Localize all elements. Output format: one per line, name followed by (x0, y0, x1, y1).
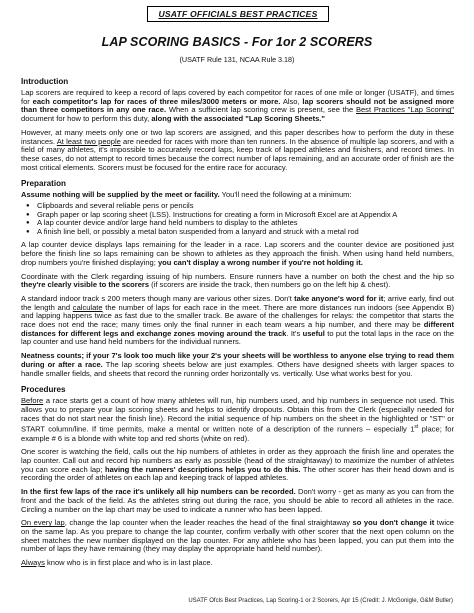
intro-paragraph-1: Lap scorers are required to keep a record of laps covered by each competitor for races of one mile or longer (USATF), and times for each competitor's lap for races of three miles/3000 meters or more. Also, lap scorers should not be assigned more than three competitors in any one race. When a sufficient lap scoring crew is present, see the Best Practices "Lap Scoring" document for how to perform this duty, along with the associated "Lap Scoring Sheets." (21, 88, 454, 124)
prep-paragraph-2: Coordinate with the Clerk regarding issuing of hip numbers. Ensure runners have a number on both the chest and the hip so they're clearly visible to the scorers (if scorers are inside the track, then numbers go on the left hip & chest). (21, 271, 454, 290)
banner-title: USATF OFFICIALS BEST PRACTICES (147, 6, 329, 22)
page-footer: USATF Ofcls Best Practices, Lap Scoring-1 or 2 Scorers, Apr 15 (Credit: J. McGonigle, G&M Butler) (188, 598, 453, 604)
prep-bullet-list (21, 202, 454, 236)
page-title: LAP SCORING BASICS - For 1or 2 SCORERS (101, 35, 373, 49)
page-subtitle: (USATF Rule 131, NCAA Rule 3.18) (179, 55, 295, 64)
proc-paragraph-5: Always know who is in first place and who is in last place. (21, 558, 213, 568)
proc-paragraph-1: Before a race starts get a count of how many athletes will run, hip numbers used, and hip numbers in sequence not used. This allows you to prepare your lap scoring sheets and helps to identify dropouts. Obtain this from the Clerk (especially needed for races that do not start near the finish line). Record the initial sequence of hip numbers on the sheet in the highlighted or "ST" or START column/line. If time permits, make a mental or written note of a description of the runners – especially 1st place; for example # 6 is a blonde with white top and red shorts (white on red). (21, 396, 454, 443)
best-practices-link[interactable]: Best Practices "Lap Scoring" (355, 105, 454, 115)
list-item: ● A finish line bell, or possibly a metal baton suspended from a lanyard and struck with a metal rod (37, 228, 454, 237)
list-item: ● Graph paper or lap scoring sheet (LSS). Instructions for creating a form in Microsoft Excel are at Appendix A (37, 211, 454, 220)
prep-intro: Assume nothing will be supplied by the meet or facility. You'll need the following at a minimum: (21, 190, 352, 200)
list-item: ● A lap counter device and/or large hand held numbers to display to the athletes (37, 219, 454, 228)
prep-paragraph-1: A lap counter device displays laps remaining for the leader in a race. Lap scorers and the counter device are positioned just before the finish line so laps remaining can be shown to athletes as they approach the finish. When using hand held numbers, drop numbers you're finished displaying; you can't display a wrong number if you're not holding it. (21, 240, 454, 267)
section-heading-introduction: Introduction (21, 77, 69, 86)
proc-paragraph-2: One scorer is watching the field, calls out the hip numbers of athletes in order as they approach the finish line and operates the lap counter. Call out and record hip numbers as early as possible (head of the straightaway) to maximize the number of athletes you can score each lap; having the runners' descriptions helps you to do this. The other scorer has their head down and is recording the order of athletes on each lap and keeping track of lapped athletes. (21, 447, 454, 483)
prep-paragraph-3: A standard indoor track s 200 meters though many are various other sizes. Don't take anyone's word for it; arrive early, find out the length and calculate the number of laps for each race in the meet. There are more distances run indoors (see Appendix B) and lapping happens twice as fast due to the smaller track. Be aware of the challenges for relays: the competitor that starts the race does not end the race; many times only the final runner in each team wears a hip number, and there may be different distances for different legs and exchange zones moving around the track. It's useful to put the total laps in the race on the lap counter and use hand held numbers for the individual runners. (21, 293, 455, 347)
section-heading-preparation: Preparation (21, 179, 66, 189)
intro-paragraph-2: However, at many meets only one or two lap scorers are assigned, and this paper describes how to perform the duty in these instances. At least two people are needed for races with more than ten runners. In the absence of multiple lap scorers, and with a field of many athletes, it's impossible to accurately record laps, keep track of lapped athletes and finishers, and record times. In these cases, do not attempt to record times because the correct number of laps remaining, and an accurate order of finish are the most critical elements. Scorers must be focused for the entire race for accuracy. (21, 127, 454, 172)
proc-paragraph-3: In the first few laps of the race it's unlikely all hip numbers can be recorded. Don't worry - get as many as you can from the front and the back of the field. As the athletes string out during the race, you should be able to record all athletes in the race. Circling a number on the lap chart may be used to indicate a runner who has been lapped. (21, 487, 454, 514)
prep-paragraph-4: Neatness counts; if your 7's look too much like your 2's your sheets will be worthless to anyone else trying to read them during or after a race. The lap scoring sheets below are just examples. Others have designed sheets with larger spaces to handle smaller fields, and sheets that record the running order horizontally vs. vertically. Use what works best for you. (21, 351, 454, 378)
list-item: ● Clipboards and several reliable pens or pencils (37, 202, 454, 211)
document-body (21, 70, 454, 573)
proc-paragraph-4: On every lap, change the lap counter when the leader reaches the head of the final straightaway so you don't change it twice on the same lap. As you prepare to change the lap counter, confirm verbally with other scorer that the next open column on the sheet matches the new number displayed on the lap counter. For any athlete who has been lapped, you can put them into the number of laps they have remaining (they may display the appropriate hand held number). (21, 518, 454, 554)
section-heading-procedures: Procedures (21, 385, 66, 395)
